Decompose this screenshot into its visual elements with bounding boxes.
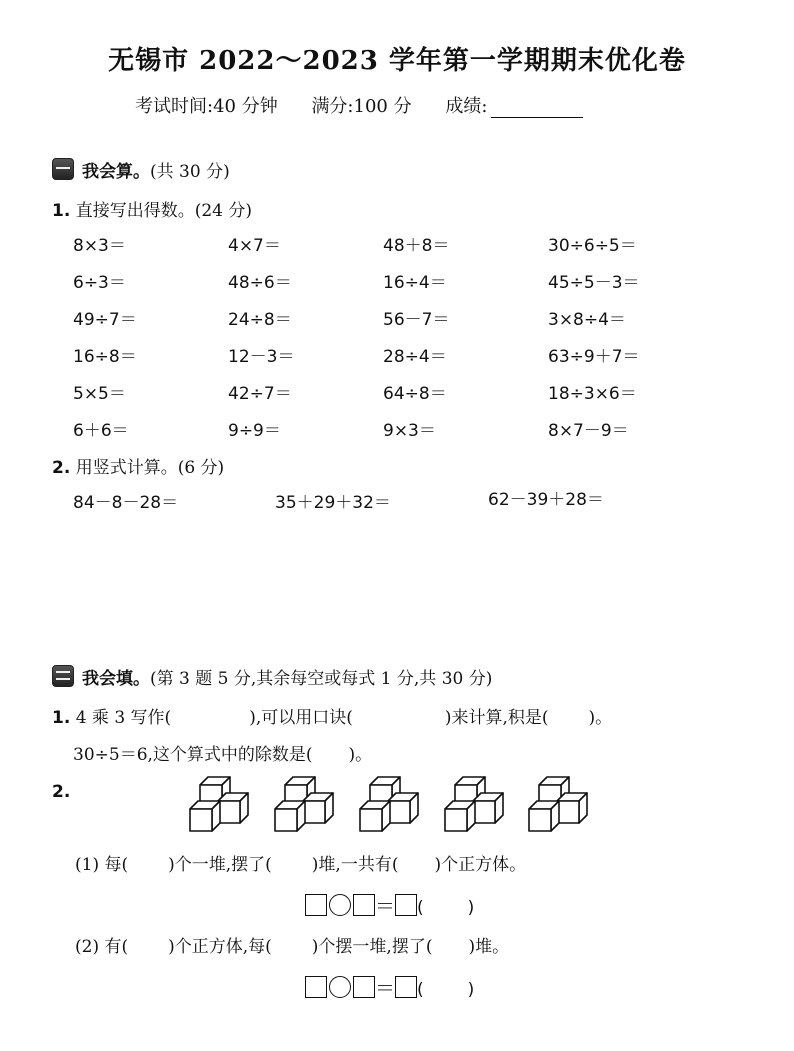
calc-item: 9÷9＝ (228, 421, 281, 441)
cube-stack-icon (527, 775, 589, 833)
text-part: )堆,一共有( (311, 855, 399, 875)
calc-item: 49÷7＝ (73, 310, 137, 330)
operator-circle[interactable] (329, 894, 351, 916)
section-1-points: (共 30 分) (150, 162, 230, 182)
cube-stack-icon (273, 775, 335, 833)
section-1-heading (52, 157, 230, 182)
section-one-icon (52, 158, 74, 180)
calc-item: 5×5＝ (73, 384, 126, 404)
question-number: 1. (52, 201, 71, 221)
section-2-title: 我会填。 (82, 669, 150, 689)
unit-paren-close: ) (467, 980, 475, 1000)
calc-item: 16÷4＝ (383, 273, 447, 293)
cube-stack-icon (188, 775, 250, 833)
answer-box[interactable] (305, 976, 327, 998)
question-2-1-line-2 (73, 740, 372, 765)
calc-item: 9×3＝ (383, 421, 436, 441)
calc-item: 24÷8＝ (228, 310, 292, 330)
text-part: (1) 每( (75, 855, 129, 875)
vertical-calc-2: 35＋29＋32＝ (275, 493, 391, 513)
answer-box[interactable] (353, 894, 375, 916)
question-text: 用竖式计算。(6 分) (75, 458, 225, 478)
text-part: (2) 有( (75, 937, 129, 957)
equals-sign: ＝ (375, 976, 395, 1000)
section-2-points: (第 3 题 5 分,其余每空或每式 1 分,共 30 分) (150, 669, 493, 689)
equals-sign: ＝ (375, 894, 395, 918)
unit-paren-open: ( (417, 898, 424, 918)
calc-item: 18÷3×6＝ (548, 384, 637, 404)
calc-item: 4×7＝ (228, 236, 281, 256)
question-2-2-number (52, 782, 70, 802)
answer-box[interactable] (395, 894, 417, 916)
vertical-calc-1: 84－8－28＝ (73, 493, 179, 513)
text-part: )堆。 (468, 937, 510, 957)
answer-box[interactable] (353, 976, 375, 998)
text-part: ),可以用口诀( (249, 708, 353, 728)
calc-item: 8×3＝ (73, 236, 126, 256)
question-text: 直接写出得数。(24 分) (75, 201, 253, 221)
calc-item: 63÷9＋7＝ (548, 347, 640, 367)
calc-item: 48÷6＝ (228, 273, 292, 293)
text-part: )。 (348, 745, 373, 765)
text-part: )个摆一堆,摆了( (311, 937, 433, 957)
question-2-2-part-2 (75, 932, 509, 957)
exam-title: 无锡市 2022～2023 学年第一学期期末优化卷 (108, 46, 686, 76)
section-1-title: 我会算。 (82, 162, 150, 182)
exam-info (135, 92, 583, 118)
cube-stack-icon (443, 775, 505, 833)
text-part: )个正方体,每( (168, 937, 272, 957)
calc-item: 48＋8＝ (383, 236, 450, 256)
operator-circle[interactable] (329, 976, 351, 998)
vertical-calc-3: 62－39＋28＝ (488, 490, 604, 510)
full-score: 满分:100 分 (311, 96, 412, 117)
question-number: 2. (52, 458, 71, 478)
calc-item: 3×8÷4＝ (548, 310, 626, 330)
calc-item: 64÷8＝ (383, 384, 447, 404)
calc-item: 28÷4＝ (383, 347, 447, 367)
text-part: )个正方体。 (434, 855, 527, 875)
section-2-heading (52, 664, 492, 689)
cube-stack-icon (358, 775, 420, 833)
calc-item: 6÷3＝ (73, 273, 126, 293)
question-number: 2. (52, 782, 71, 802)
question-2-2-part-1 (75, 850, 526, 875)
question-2-1-line-1 (52, 703, 612, 728)
score-blank (491, 99, 583, 118)
question-1-2 (52, 453, 224, 478)
unit-paren-open: ( (417, 980, 424, 1000)
calc-item: 6＋6＝ (73, 421, 129, 441)
calc-item: 56－7＝ (383, 310, 450, 330)
equation-template-2 (305, 972, 474, 1001)
exam-time: 考试时间:40 分钟 (135, 96, 278, 117)
calc-item: 42÷7＝ (228, 384, 292, 404)
calc-item: 16÷8＝ (73, 347, 137, 367)
text-part: )个一堆,摆了( (168, 855, 272, 875)
score-label: 成绩: (445, 96, 488, 117)
calc-item: 30÷6÷5＝ (548, 236, 637, 256)
text-part: )来计算,积是( (444, 708, 549, 728)
unit-paren-close: ) (467, 898, 475, 918)
equation-template-1 (305, 890, 474, 919)
answer-box[interactable] (395, 976, 417, 998)
calc-item: 12－3＝ (228, 347, 295, 367)
text-part: 30÷5＝6,这个算式中的除数是( (73, 745, 313, 765)
calc-item: 45÷5－3＝ (548, 273, 640, 293)
question-number: 1. (52, 708, 71, 728)
text-part: 4 乘 3 写作( (75, 708, 172, 728)
question-1-1 (52, 196, 252, 221)
calc-item: 8×7－9＝ (548, 421, 629, 441)
answer-box[interactable] (305, 894, 327, 916)
section-two-icon (52, 665, 74, 687)
text-part: )。 (588, 708, 613, 728)
